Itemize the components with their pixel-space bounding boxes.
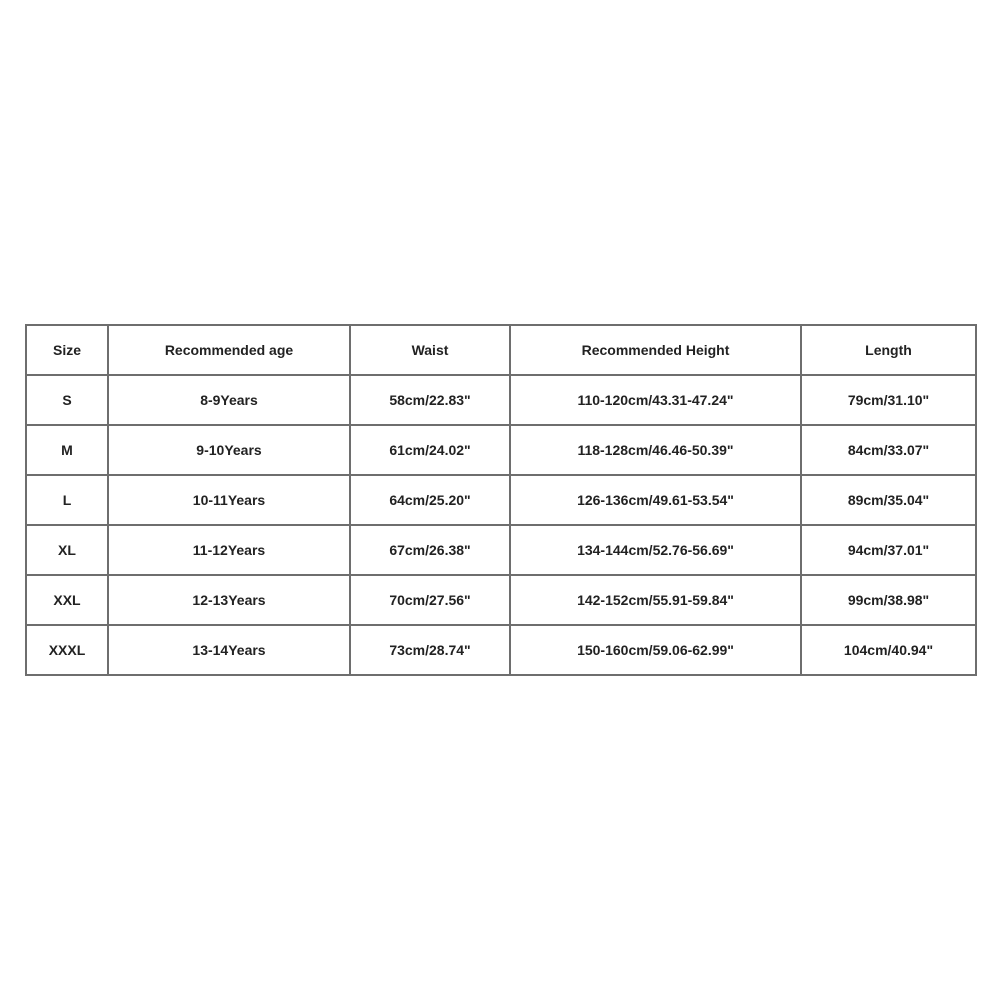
cell-recommended-height: 142-152cm/55.91-59.84" [510,575,801,625]
cell-length: 84cm/33.07" [801,425,976,475]
cell-length: 79cm/31.10" [801,375,976,425]
header-size: Size [26,325,108,375]
table-row [26,625,976,675]
cell-length: 94cm/37.01" [801,525,976,575]
cell-recommended-height: 126-136cm/49.61-53.54" [510,475,801,525]
cell-size: XL [26,525,108,575]
cell-recommended-age: 9-10Years [108,425,350,475]
cell-recommended-height: 118-128cm/46.46-50.39" [510,425,801,475]
cell-waist: 61cm/24.02" [350,425,510,475]
size-chart-table [25,324,977,676]
table-row [26,375,976,425]
table-row [26,525,976,575]
cell-waist: 73cm/28.74" [350,625,510,675]
cell-recommended-height: 110-120cm/43.31-47.24" [510,375,801,425]
cell-recommended-height: 150-160cm/59.06-62.99" [510,625,801,675]
cell-waist: 70cm/27.56" [350,575,510,625]
header-waist: Waist [350,325,510,375]
cell-length: 99cm/38.98" [801,575,976,625]
cell-recommended-age: 8-9Years [108,375,350,425]
cell-recommended-age: 12-13Years [108,575,350,625]
header-length: Length [801,325,976,375]
cell-recommended-height: 134-144cm/52.76-56.69" [510,525,801,575]
cell-length: 89cm/35.04" [801,475,976,525]
cell-size: S [26,375,108,425]
header-recommended-height: Recommended Height [510,325,801,375]
cell-recommended-age: 13-14Years [108,625,350,675]
cell-recommended-age: 10-11Years [108,475,350,525]
cell-waist: 67cm/26.38" [350,525,510,575]
table-row [26,425,976,475]
table-row [26,475,976,525]
cell-waist: 58cm/22.83" [350,375,510,425]
table-row [26,575,976,625]
table-header-row [26,325,976,375]
cell-size: M [26,425,108,475]
cell-size: XXXL [26,625,108,675]
cell-size: L [26,475,108,525]
cell-length: 104cm/40.94" [801,625,976,675]
header-recommended-age: Recommended age [108,325,350,375]
cell-waist: 64cm/25.20" [350,475,510,525]
cell-size: XXL [26,575,108,625]
cell-recommended-age: 11-12Years [108,525,350,575]
